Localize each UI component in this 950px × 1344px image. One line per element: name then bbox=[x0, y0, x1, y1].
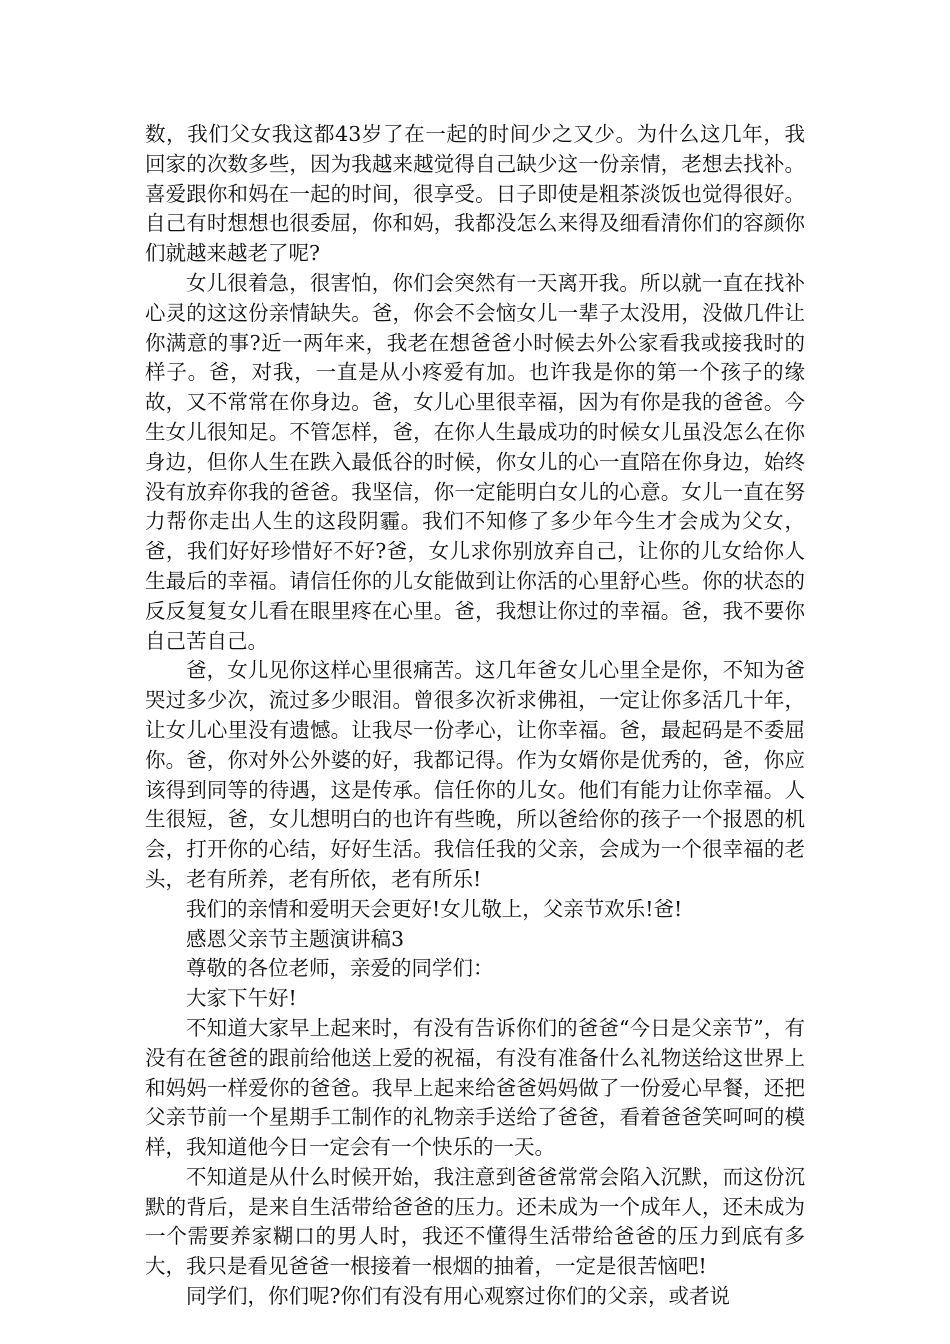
document-body bbox=[145, 120, 805, 1312]
paragraph-closing-line: 我们的亲情和爱明天会更好!女儿敬上，父亲节欢乐!爸! bbox=[186, 896, 683, 921]
paragraph: 女儿很着急，很害怕，你们会突然有一天离开我。所以就一直在找补心灵的这这份亲情缺失。爸，你会不会恼女儿一辈子太没用，没做几件让你满意的事?近一两年来，我老在想爸爸小时候去外公家看我或接我时的样子。爸，对我，一直是从小疼爱有加。也许我是你的第一个孩子的缘故，又不常常在你身边。爸，女儿心里很幸福，因为有你是我的爸爸。今生女儿很知足。不管怎样，爸，在你人生最成功的时候女儿虽没怎么在你身边，但你人生在跌入最低谷的时候，你女儿的心一直陪在你身边，始终没有放弃你我的爸爸。我坚信，你一定能明白女儿的心意。女儿一直在努力帮你走出人生的这段阴霾。我们不知修了多少年今生才会成为父女，爸，我们好好珍惜好不好?爸，女儿求你别放弃自己，让你的儿女给你人生最后的幸福。请信任你的儿女能做到让你活的心里舒心些。你的状态的反反复复女儿看在眼里疼在心里。爸，我想让你过的幸福。爸，我不要你自己苦自己。 bbox=[145, 270, 805, 653]
paragraph: 不知道是从什么时候开始，我注意到爸爸常常会陷入沉默，而这份沉默的背后，是来自生活带给爸爸的压力。还未成为一个成年人，还未成为一个需要养家糊口的男人时，我还不懂得生活带给爸爸的压力到底有多大，我只是看见爸爸一根接着一根烟的抽着，一定是很苦恼吧! bbox=[145, 1164, 805, 1279]
paragraph: 不知道大家早上起来时，有没有告诉你们的爸爸“今日是父亲节”，有没有在爸爸的跟前给他送上爱的祝福，有没有准备什么礼物送给这世界上和妈妈一样爱你的爸爸。我早上起来给爸爸妈妈做了一份爱心早餐，还把父亲节前一个星期手工制作的礼物亲手送给了爸爸，看着爸爸笑呵呵的模样，我知道他今日一定会有一个快乐的一天。 bbox=[145, 1015, 805, 1160]
section-heading: 感恩父亲节主题演讲稿3 bbox=[186, 926, 405, 951]
greeting: 大家下午好! bbox=[186, 986, 297, 1011]
salutation: 尊敬的各位老师，亲爱的同学们： bbox=[186, 956, 494, 981]
paragraph: 爸，女儿见你这样心里很痛苦。这几年爸女儿心里全是你，不知为爸哭过多少次，流过多少眼泪。曾很多次祈求佛祖，一定让你多活几十年，让女儿心里没有遗憾。让我尽一份孝心，让你幸福。爸，最起码是不委屈你。爸，你对外公外婆的好，我都记得。作为女婿你是优秀的，爸，你应该得到同等的待遇，这是传承。信任你的儿女。他们有能力让你幸福。人生很短，爸，女儿想明白的也许有些晚，所以爸给你的孩子一个报恩的机会，打开你的心结，好好生活。我信任我的父亲，会成为一个很幸福的老头，老有所养，老有所依，老有所乐! bbox=[145, 658, 805, 891]
paragraph-truncated: 同学们，你们呢?你们有没有用心观察过你们的父亲，或者说 bbox=[186, 1284, 730, 1309]
paragraph-continuation: 数，我们父女我这都43岁了在一起的时间少之又少。为什么这几年，我回家的次数多些，因为我越来越觉得自己缺少这一份亲情，老想去找补。喜爱跟你和妈在一起的时间，很享受。日子即使是粗茶淡饭也觉得很好。自己有时想想也很委屈，你和妈，我都没怎么来得及细看清你们的容颜你们就越来越老了呢? bbox=[145, 122, 805, 266]
